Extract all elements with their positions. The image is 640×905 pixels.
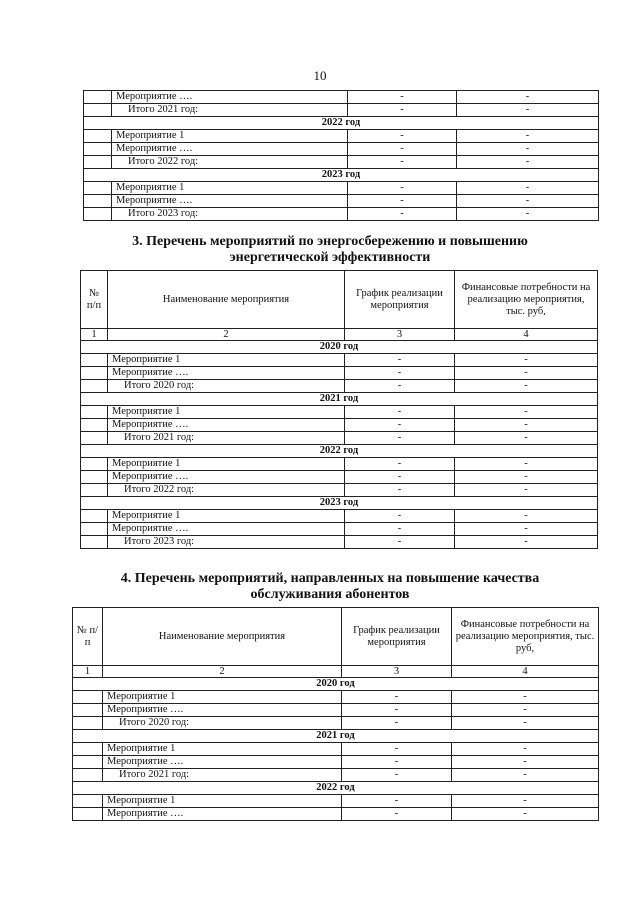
total-row <box>81 380 598 393</box>
header-name: Наименование мероприятия <box>108 271 345 329</box>
total-label: Итого 2021 год: <box>112 104 348 117</box>
table-row <box>84 91 599 104</box>
item-label: Мероприятие …. <box>112 195 348 208</box>
year-row <box>73 730 599 743</box>
row-number-cell <box>81 419 108 432</box>
schedule-cell: - <box>342 704 452 717</box>
finance-cell: - <box>455 471 598 484</box>
schedule-cell: - <box>342 717 452 730</box>
item-label: Мероприятие 1 <box>108 406 345 419</box>
section-4-title-line1: 4. Перечень мероприятий, направленных на повышение качества <box>120 571 540 586</box>
year-label: 2023 год <box>81 497 598 510</box>
header-finance: Финансовые потребности на реализацию мероприятия, тыс. руб, <box>452 608 599 666</box>
table-row <box>73 743 599 756</box>
item-label: Мероприятие 1 <box>112 130 348 143</box>
schedule-cell: - <box>342 795 452 808</box>
table-row <box>81 523 598 536</box>
table-row <box>73 808 599 821</box>
year-row <box>73 678 599 691</box>
schedule-cell: - <box>348 130 457 143</box>
column-number-3: 3 <box>345 329 455 341</box>
header-schedule: График реализации мероприятия <box>342 608 452 666</box>
schedule-cell: - <box>348 91 457 104</box>
total-row <box>81 484 598 497</box>
year-label: 2022 год <box>81 445 598 458</box>
finance-cell: - <box>455 432 598 445</box>
row-number-cell <box>84 156 112 169</box>
finance-cell: - <box>452 743 599 756</box>
header-name: Наименование мероприятия <box>103 608 342 666</box>
schedule-cell: - <box>348 156 457 169</box>
total-label: Итого 2022 год: <box>112 156 348 169</box>
total-row <box>84 156 599 169</box>
section-4-table <box>72 607 599 821</box>
year-row <box>84 169 599 182</box>
row-number-cell <box>81 510 108 523</box>
schedule-cell: - <box>345 458 455 471</box>
page-number: 10 <box>313 68 327 83</box>
row-number-cell <box>84 91 112 104</box>
finance-cell: - <box>455 354 598 367</box>
row-number-cell <box>73 795 103 808</box>
finance-cell: - <box>457 130 599 143</box>
row-number-cell <box>73 691 103 704</box>
finance-cell: - <box>455 523 598 536</box>
item-label: Мероприятие 1 <box>103 743 342 756</box>
schedule-cell: - <box>342 691 452 704</box>
row-number-cell <box>73 808 103 821</box>
item-label: Мероприятие …. <box>108 471 345 484</box>
row-number-cell <box>73 743 103 756</box>
finance-cell: - <box>457 195 599 208</box>
column-number-1: 1 <box>73 666 103 678</box>
row-number-cell <box>81 458 108 471</box>
total-row <box>73 717 599 730</box>
total-label: Итого 2022 год: <box>108 484 345 497</box>
schedule-cell: - <box>348 143 457 156</box>
finance-cell: - <box>455 484 598 497</box>
item-label: Мероприятие …. <box>108 367 345 380</box>
year-label: 2021 год <box>81 393 598 406</box>
total-label: Итого 2020 год: <box>103 717 342 730</box>
finance-cell: - <box>455 419 598 432</box>
schedule-cell: - <box>345 380 455 393</box>
item-label: Мероприятие …. <box>103 756 342 769</box>
column-number-4: 4 <box>452 666 599 678</box>
header-number: № п/п <box>73 608 103 666</box>
row-number-cell <box>84 130 112 143</box>
table-row <box>73 691 599 704</box>
section-4-title-line2: обслуживания абонентов <box>250 587 410 602</box>
row-number-cell <box>81 406 108 419</box>
year-label: 2022 год <box>73 782 599 795</box>
header-number: № п/п <box>81 271 108 329</box>
total-row <box>81 432 598 445</box>
finance-cell: - <box>455 406 598 419</box>
row-number-cell <box>73 756 103 769</box>
column-number-1: 1 <box>81 329 108 341</box>
table-row <box>84 195 599 208</box>
table-row <box>84 143 599 156</box>
year-row <box>73 782 599 795</box>
finance-cell: - <box>457 208 599 221</box>
schedule-cell: - <box>345 523 455 536</box>
year-label: 2021 год <box>73 730 599 743</box>
year-row <box>84 117 599 130</box>
row-number-cell <box>73 769 103 782</box>
total-row <box>84 208 599 221</box>
section-3-title-line2: энергетической эффективности <box>229 250 431 265</box>
table-row <box>73 704 599 717</box>
row-number-cell <box>81 380 108 393</box>
finance-cell: - <box>457 104 599 117</box>
row-number-cell <box>81 523 108 536</box>
finance-cell: - <box>455 510 598 523</box>
total-label: Итого 2021 год: <box>103 769 342 782</box>
finance-cell: - <box>455 380 598 393</box>
section-3-title-line1: 3. Перечень мероприятий по энергосбережению и повышению <box>132 234 528 249</box>
row-number-cell <box>84 143 112 156</box>
total-label: Итого 2020 год: <box>108 380 345 393</box>
finance-cell: - <box>457 143 599 156</box>
year-row <box>81 393 598 406</box>
item-label: Мероприятие …. <box>103 704 342 717</box>
row-number-cell <box>84 104 112 117</box>
finance-cell: - <box>457 91 599 104</box>
schedule-cell: - <box>348 182 457 195</box>
table-row <box>73 795 599 808</box>
finance-cell: - <box>452 704 599 717</box>
item-label: Мероприятие …. <box>108 419 345 432</box>
table-row <box>81 367 598 380</box>
section-3-title <box>60 234 600 266</box>
item-label: Мероприятие …. <box>103 808 342 821</box>
row-number-cell <box>73 717 103 730</box>
finance-cell: - <box>457 156 599 169</box>
finance-cell: - <box>455 367 598 380</box>
section-3-table <box>80 270 598 549</box>
finance-cell: - <box>452 756 599 769</box>
row-number-cell <box>81 432 108 445</box>
finance-cell: - <box>452 769 599 782</box>
row-number-cell <box>84 195 112 208</box>
row-number-cell <box>84 208 112 221</box>
table-row <box>81 354 598 367</box>
column-number-2: 2 <box>103 666 342 678</box>
row-number-cell <box>81 367 108 380</box>
row-number-cell <box>73 704 103 717</box>
finance-cell: - <box>452 808 599 821</box>
finance-cell: - <box>455 458 598 471</box>
item-label: Мероприятие 1 <box>103 691 342 704</box>
row-number-cell <box>81 536 108 549</box>
schedule-cell: - <box>345 419 455 432</box>
total-label: Итого 2021 год: <box>108 432 345 445</box>
year-label: 2022 год <box>84 117 599 130</box>
schedule-cell: - <box>342 769 452 782</box>
schedule-cell: - <box>345 484 455 497</box>
schedule-cell: - <box>342 808 452 821</box>
schedule-cell: - <box>345 354 455 367</box>
schedule-cell: - <box>345 432 455 445</box>
section-4-title <box>60 571 600 603</box>
schedule-cell: - <box>345 536 455 549</box>
schedule-cell: - <box>342 756 452 769</box>
top-table <box>83 90 599 221</box>
item-label: Мероприятие …. <box>112 91 348 104</box>
item-label: Мероприятие 1 <box>108 510 345 523</box>
schedule-cell: - <box>348 195 457 208</box>
finance-cell: - <box>455 536 598 549</box>
column-number-4: 4 <box>455 329 598 341</box>
total-label: Итого 2023 год: <box>112 208 348 221</box>
item-label: Мероприятие 1 <box>108 354 345 367</box>
row-number-cell <box>81 471 108 484</box>
item-label: Мероприятие 1 <box>103 795 342 808</box>
table-row <box>81 406 598 419</box>
year-label: 2020 год <box>73 678 599 691</box>
year-row <box>81 497 598 510</box>
year-label: 2020 год <box>81 341 598 354</box>
finance-cell: - <box>452 717 599 730</box>
table-row <box>84 130 599 143</box>
column-number-2: 2 <box>108 329 345 341</box>
schedule-cell: - <box>345 471 455 484</box>
row-number-cell <box>81 354 108 367</box>
schedule-cell: - <box>345 406 455 419</box>
finance-cell: - <box>452 795 599 808</box>
header-finance: Финансовые потребности на реализацию мероприятия, тыс. руб, <box>455 271 598 329</box>
year-row <box>81 445 598 458</box>
schedule-cell: - <box>348 104 457 117</box>
row-number-cell <box>84 182 112 195</box>
table-row <box>81 458 598 471</box>
finance-cell: - <box>452 691 599 704</box>
table-row <box>81 471 598 484</box>
schedule-cell: - <box>348 208 457 221</box>
table-row <box>73 756 599 769</box>
table-row <box>81 419 598 432</box>
year-row <box>81 341 598 354</box>
item-label: Мероприятие …. <box>108 523 345 536</box>
item-label: Мероприятие 1 <box>112 182 348 195</box>
item-label: Мероприятие …. <box>112 143 348 156</box>
total-label: Итого 2023 год: <box>108 536 345 549</box>
schedule-cell: - <box>345 510 455 523</box>
item-label: Мероприятие 1 <box>108 458 345 471</box>
header-schedule: График реализации мероприятия <box>345 271 455 329</box>
total-row <box>73 769 599 782</box>
table-row <box>84 182 599 195</box>
row-number-cell <box>81 484 108 497</box>
table-row <box>81 510 598 523</box>
schedule-cell: - <box>342 743 452 756</box>
total-row <box>81 536 598 549</box>
schedule-cell: - <box>345 367 455 380</box>
year-label: 2023 год <box>84 169 599 182</box>
finance-cell: - <box>457 182 599 195</box>
total-row <box>84 104 599 117</box>
column-number-3: 3 <box>342 666 452 678</box>
